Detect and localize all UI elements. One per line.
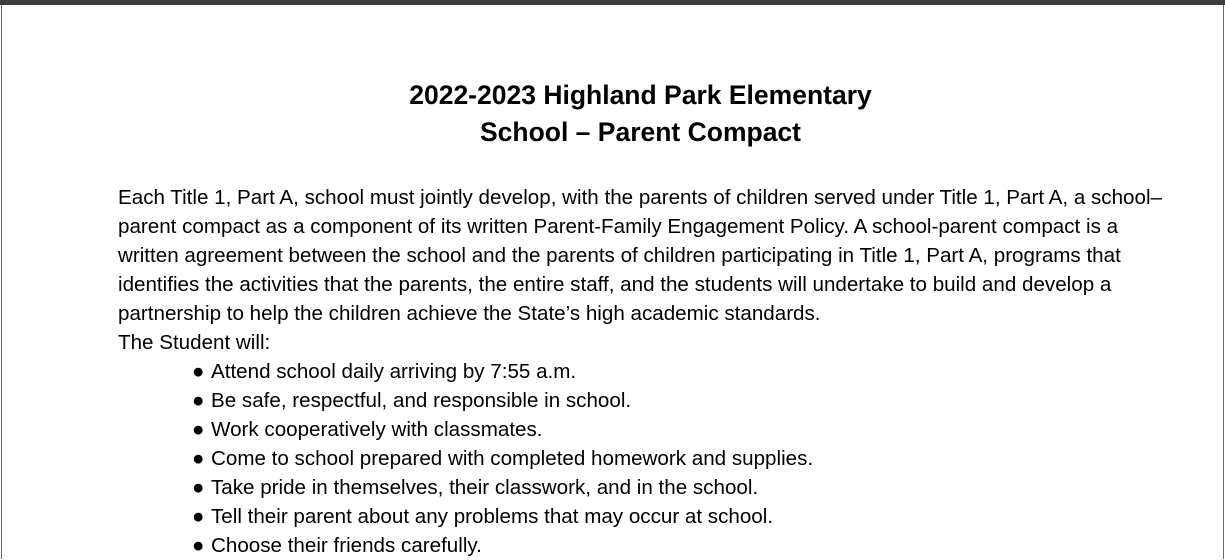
document-title (2, 77, 1225, 151)
list-item-text: Be safe, respectful, and responsible in school. (211, 389, 632, 412)
bullet-icon: ● (192, 389, 205, 412)
list-item-text: Attend school daily arriving by 7:55 a.m. (211, 360, 577, 383)
document-body (118, 183, 1168, 560)
bullet-icon: ● (192, 418, 205, 441)
intro-paragraph: Each Title 1, Part A, school must jointly develop, with the parents of children served under Title 1, Part A, a school–parent compact as a component of its written Parent-Family Engagement Policy. A school-parent compact is a written agreement between the school and the parents of children participating in Title 1, Part A, programs that identifies the activities that the parents, the entire staff, and the students will undertake to build and develop a partnership to help the children achieve the State’s high academic standards. (118, 186, 1162, 325)
bullet-icon: ● (192, 476, 205, 499)
bullet-icon: ● (192, 360, 205, 383)
document-page (1, 5, 1224, 559)
list-item-text: Tell their parent about any problems that may occur at school. (211, 505, 774, 528)
list-item-text: Come to school prepared with completed homework and supplies. (211, 447, 814, 470)
list-item (192, 531, 1168, 560)
list-item-text: Choose their friends carefully. (211, 534, 482, 557)
list-item-text: Take pride in themselves, their classwork, and in the school. (211, 476, 759, 499)
bullet-icon: ● (192, 505, 205, 528)
student-responsibilities-list (118, 357, 1168, 560)
list-item-text: Work cooperatively with classmates. (211, 418, 543, 441)
list-item (192, 502, 1168, 531)
bullet-icon: ● (192, 447, 205, 470)
list-item (192, 415, 1168, 444)
list-item (192, 386, 1168, 415)
bullet-icon: ● (192, 534, 205, 557)
title-line-2: School – Parent Compact (479, 117, 801, 147)
list-item (192, 444, 1168, 473)
title-line-1: 2022-2023 Highland Park Elementary (409, 80, 872, 110)
list-item (192, 473, 1168, 502)
student-section-heading: The Student will: (118, 331, 271, 354)
list-item (192, 357, 1168, 386)
